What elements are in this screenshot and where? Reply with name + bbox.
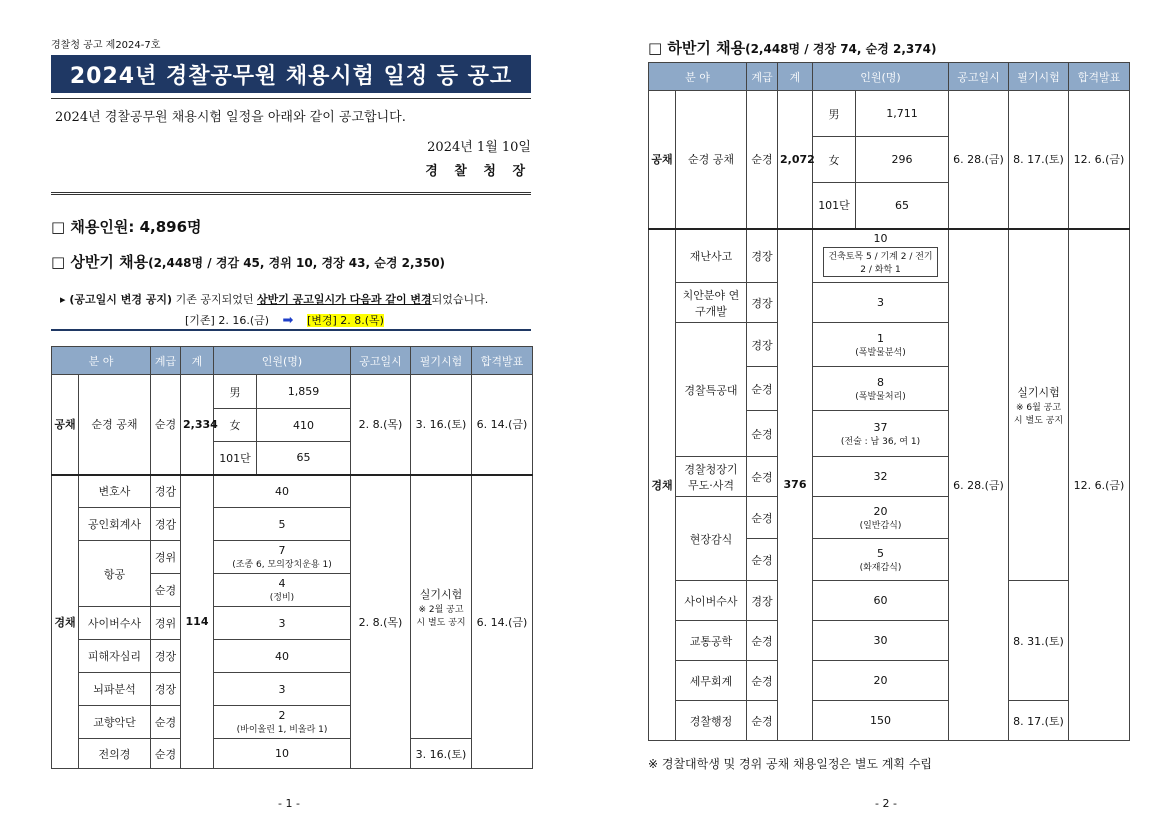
field-cell: 세무회계 — [676, 661, 747, 701]
agency-name: 경 찰 청 장 — [425, 164, 531, 179]
count-note: (전술 : 남 36, 여 1) — [840, 436, 921, 447]
notice-end: 되었습니다. — [431, 293, 489, 306]
type-open: 공채 — [649, 91, 676, 229]
count-note: (조종 6, 모의장치운용 1) — [232, 560, 332, 570]
page-title: 2024년 경찰공무원 채용시험 일정 등 공고 — [51, 55, 531, 93]
count-note: (바이올린 1, 비올라 1) — [236, 725, 328, 735]
exam-date: 3. 16.(토) — [411, 739, 472, 769]
count-note: (정비) — [269, 593, 295, 603]
count-cell: 3 — [214, 607, 351, 640]
exam-date: 8. 17.(토) — [1009, 91, 1069, 229]
count-cell: 65 — [257, 442, 351, 475]
count-cell — [813, 367, 949, 411]
field-cell: 교향악단 — [79, 706, 151, 739]
count-cell — [813, 539, 949, 581]
total-cell: 376 — [778, 229, 813, 741]
notice-date: 6. 28.(금) — [949, 91, 1009, 229]
arrow-right-icon: ➡ — [282, 313, 294, 328]
exam-type: 실기시험 — [419, 587, 463, 601]
rank-cell: 경감 — [151, 508, 181, 541]
count-value: 10 — [873, 232, 888, 246]
count-cell: 40 — [214, 475, 351, 508]
second-half-subtitle: (2,448명 / 경장 74, 순경 2,374) — [745, 42, 937, 56]
announcement-date: 2024년 1월 10일 — [427, 140, 531, 155]
count-cell: 60 — [813, 581, 949, 621]
page-number: - 2 - — [875, 797, 897, 810]
rank-cell: 순경 — [747, 661, 778, 701]
field-cell: 항공 — [79, 541, 151, 607]
rank-cell: 경장 — [747, 283, 778, 323]
header-notice: 공고일시 — [351, 347, 411, 375]
field-cell: 경찰특공대 — [676, 323, 747, 457]
exam-note: ※ 6월 공고 시 별도 공지 — [1013, 402, 1064, 426]
notice-emphasis: 상반기 공고일시가 다음과 같이 변경 — [256, 293, 432, 306]
result-date: 6. 14.(금) — [472, 475, 533, 769]
count-value: 37 — [873, 420, 888, 434]
field-cell: 전의경 — [79, 739, 151, 769]
field-cell: 뇌파분석 — [79, 673, 151, 706]
total-heading: □ 채용인원: 4,896명 — [51, 218, 202, 236]
type-open: 공채 — [52, 375, 79, 475]
count-note: (화재감식) — [859, 562, 902, 573]
count-note: 건축토목 5 / 기계 2 / 전기 2 / 화학 1 — [823, 247, 938, 277]
first-half-heading — [51, 251, 445, 272]
rank-cell: 순경 — [151, 574, 181, 607]
rank-cell: 경장 — [151, 640, 181, 673]
second-half-heading — [648, 37, 936, 58]
intro-text: 2024년 경찰공무원 채용시험 일정을 아래와 같이 공고합니다. — [55, 110, 406, 125]
field-cell: 교통공학 — [676, 621, 747, 661]
document-number: 경찰청 공고 제2024-7호 — [51, 40, 161, 51]
field-cell: 경찰행정 — [676, 701, 747, 741]
count-note: (일반감식) — [859, 520, 902, 531]
notice-date: 6. 28.(금) — [949, 229, 1009, 741]
divider — [51, 329, 531, 331]
notice-date: 2. 8.(목) — [351, 375, 411, 475]
count-cell: 5 — [214, 508, 351, 541]
exam-cell — [1009, 229, 1069, 581]
second-half-table — [648, 62, 1130, 741]
rank-cell: 경장 — [747, 229, 778, 283]
field-cell: 순경 공채 — [79, 375, 151, 475]
rank-cell: 경위 — [151, 607, 181, 640]
rank-cell: 순경 — [747, 411, 778, 457]
count-cell: 40 — [214, 640, 351, 673]
count-cell — [214, 541, 351, 574]
footnote: ※ 경찰대학생 및 경위 공채 채용일정은 별도 계획 수립 — [648, 757, 933, 771]
rank-cell: 순경 — [747, 621, 778, 661]
total-cell: 114 — [181, 475, 214, 769]
header-exam: 필기시험 — [411, 347, 472, 375]
old-date: [기존] 2. 16.(금) — [185, 314, 270, 327]
exam-date: 8. 31.(토) — [1009, 581, 1069, 701]
exam-type: 실기시험 — [1017, 385, 1060, 399]
count-cell: 30 — [813, 621, 949, 661]
type-career: 경채 — [52, 475, 79, 769]
header-field: 분 야 — [649, 63, 747, 91]
exam-note: ※ 2월 공고 시 별도 공지 — [416, 604, 466, 628]
header-result: 합격발표 — [472, 347, 533, 375]
header-notice: 공고일시 — [949, 63, 1009, 91]
header-count: 인원(명) — [813, 63, 949, 91]
rank-cell: 순경 — [747, 91, 778, 229]
count-cell: 10 — [214, 739, 351, 769]
count-value: 2 — [278, 709, 286, 722]
count-note: (폭발물처리) — [855, 391, 906, 402]
result-date: 12. 6.(금) — [1069, 229, 1130, 741]
count-cell — [214, 574, 351, 607]
header-field: 분 야 — [52, 347, 151, 375]
sub-label: 女 — [813, 137, 856, 183]
total-cell: 2,334 — [181, 375, 214, 475]
count-cell: 296 — [856, 137, 949, 183]
count-cell — [813, 497, 949, 539]
count-value: 1 — [877, 331, 884, 345]
notice-mid: 기존 공지되었던 — [172, 293, 257, 306]
rank-cell: 순경 — [747, 539, 778, 581]
notice-line — [60, 291, 488, 307]
count-cell: 20 — [813, 661, 949, 701]
rank-cell: 경위 — [151, 541, 181, 574]
exam-date: 3. 16.(토) — [411, 375, 472, 475]
date-change — [185, 312, 384, 328]
field-cell: 사이버수사 — [676, 581, 747, 621]
divider — [51, 98, 531, 99]
header-count: 인원(명) — [214, 347, 351, 375]
count-cell: 3 — [214, 673, 351, 706]
new-date: [변경] 2. 8.(목) — [306, 314, 384, 327]
sub-label: 男 — [813, 91, 856, 137]
rank-cell: 순경 — [747, 497, 778, 539]
field-cell: 변호사 — [79, 475, 151, 508]
notice-date: 2. 8.(목) — [351, 475, 411, 769]
rank-cell: 순경 — [151, 739, 181, 769]
field-cell: 현장감식 — [676, 497, 747, 581]
count-cell — [813, 323, 949, 367]
header-exam: 필기시험 — [1009, 63, 1069, 91]
result-date: 6. 14.(금) — [472, 375, 533, 475]
field-cell: 경찰청장기 무도·사격 — [676, 457, 747, 497]
field-cell: 재난사고 — [676, 229, 747, 283]
header-rank: 계급 — [747, 63, 778, 91]
exam-date: 8. 17.(토) — [1009, 701, 1069, 741]
field-cell: 공인회계사 — [79, 508, 151, 541]
header-total: 계 — [181, 347, 214, 375]
count-cell: 3 — [813, 283, 949, 323]
rank-cell: 경감 — [151, 475, 181, 508]
exam-cell — [411, 475, 472, 739]
count-cell — [214, 706, 351, 739]
rank-cell: 순경 — [747, 701, 778, 741]
rank-cell: 순경 — [747, 367, 778, 411]
sub-label: 101단 — [813, 183, 856, 229]
count-value: 7 — [278, 544, 286, 557]
field-cell: 순경 공채 — [676, 91, 747, 229]
rank-cell: 경장 — [747, 323, 778, 367]
sub-label: 男 — [214, 375, 257, 409]
count-cell — [813, 229, 949, 283]
count-cell: 65 — [856, 183, 949, 229]
rank-cell: 경장 — [747, 581, 778, 621]
header-total: 계 — [778, 63, 813, 91]
result-date: 12. 6.(금) — [1069, 91, 1130, 229]
field-cell: 피해자심리 — [79, 640, 151, 673]
header-result: 합격발표 — [1069, 63, 1130, 91]
field-cell: 치안분야 연구개발 — [676, 283, 747, 323]
header-rank: 계급 — [151, 347, 181, 375]
count-cell: 150 — [813, 701, 949, 741]
count-value: 4 — [278, 577, 286, 590]
rank-cell: 순경 — [151, 375, 181, 475]
rank-cell: 순경 — [151, 706, 181, 739]
type-career: 경채 — [649, 229, 676, 741]
count-value: 8 — [877, 375, 884, 389]
rank-cell: 경장 — [151, 673, 181, 706]
first-half-table — [51, 346, 533, 769]
count-note: (폭발물분석) — [855, 347, 906, 358]
first-half-subtitle: (2,448명 / 경감 45, 경위 10, 경장 43, 순경 2,350) — [148, 256, 446, 270]
count-cell — [813, 411, 949, 457]
count-cell: 410 — [257, 409, 351, 442]
divider — [51, 192, 531, 195]
count-cell: 1,859 — [257, 375, 351, 409]
count-cell: 32 — [813, 457, 949, 497]
count-cell: 1,711 — [856, 91, 949, 137]
notice-prefix: ▸ (공고일시 변경 공지) — [60, 293, 173, 306]
rank-cell: 순경 — [747, 457, 778, 497]
count-value: 20 — [873, 504, 888, 518]
sub-label: 女 — [214, 409, 257, 442]
first-half-title: □ 상반기 채용 — [51, 253, 149, 271]
sub-label: 101단 — [214, 442, 257, 475]
count-value: 5 — [877, 546, 884, 560]
second-half-title: □ 하반기 채용 — [648, 39, 746, 57]
field-cell: 사이버수사 — [79, 607, 151, 640]
total-cell: 2,072 — [778, 91, 813, 229]
page-number: - 1 - — [278, 797, 300, 810]
